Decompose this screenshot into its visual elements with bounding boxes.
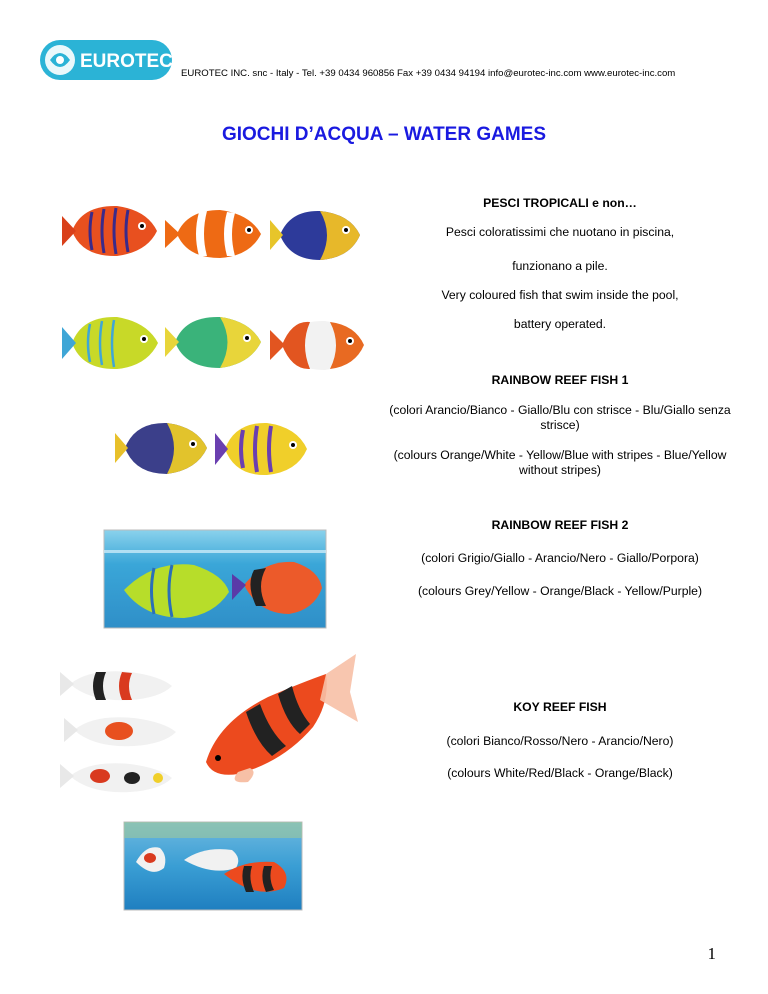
section-heading: PESCI TROPICALI e non… bbox=[483, 196, 637, 210]
section-text: (colours Orange/White - Yellow/Blue with stripes - Blue/Yellow without stripes) bbox=[393, 448, 727, 477]
contact-line: EUROTEC INC. snc - Italy - Tel. +39 0434 960856 Fax +39 0434 94194 info@eurotec-inc.com www.eurotec-inc.com bbox=[181, 68, 676, 79]
green-blue-fish-image bbox=[165, 312, 263, 372]
orange-angelfish-image bbox=[62, 200, 162, 262]
large-koi-fish-image bbox=[198, 652, 358, 787]
yellow-purple-fish-image bbox=[215, 418, 310, 480]
section-text: (colori Arancio/Bianco - Giallo/Blu con strisce - Blu/Giallo senza strisce) bbox=[389, 403, 731, 432]
blue-angelfish-image bbox=[115, 418, 210, 478]
section-text: battery operated. bbox=[513, 317, 607, 331]
clownfish-image bbox=[165, 206, 263, 262]
red-white-fish-image bbox=[270, 316, 365, 374]
section-text: funzionano a pile. bbox=[512, 259, 608, 273]
section-text: (colours White/Red/Black - Orange/Black) bbox=[447, 766, 673, 780]
section-text: (colori Bianco/Rosso/Nero - Arancio/Nero) bbox=[446, 734, 674, 748]
eurotec-logo bbox=[38, 38, 174, 82]
blue-yellow-fish-image bbox=[270, 206, 362, 264]
koi-fish-group-image bbox=[60, 660, 178, 800]
section-text: (colours Grey/Yellow - Orange/Black - Yellow/Purple) bbox=[417, 584, 703, 598]
section-heading: RAINBOW REEF FISH 1 bbox=[491, 373, 629, 387]
section-text: Very coloured fish that swim inside the pool, bbox=[441, 288, 679, 302]
page-number: 1 bbox=[707, 944, 716, 963]
section-heading: KOY REEF FISH bbox=[513, 700, 607, 714]
yellow-green-fish-image bbox=[62, 312, 162, 374]
logo-text: EUROTEC bbox=[80, 51, 173, 72]
pool-photo-koi-fish bbox=[124, 822, 302, 910]
section-text: Pesci coloratissimi che nuotano in piscina, bbox=[445, 225, 675, 239]
section-heading: RAINBOW REEF FISH 2 bbox=[491, 518, 629, 532]
section-text: (colori Grigio/Giallo - Arancio/Nero - Giallo/Porpora) bbox=[421, 551, 699, 565]
pool-photo-rainbow-fish bbox=[104, 530, 326, 628]
page-title: GIOCHI D’ACQUA – WATER GAMES bbox=[221, 124, 547, 145]
